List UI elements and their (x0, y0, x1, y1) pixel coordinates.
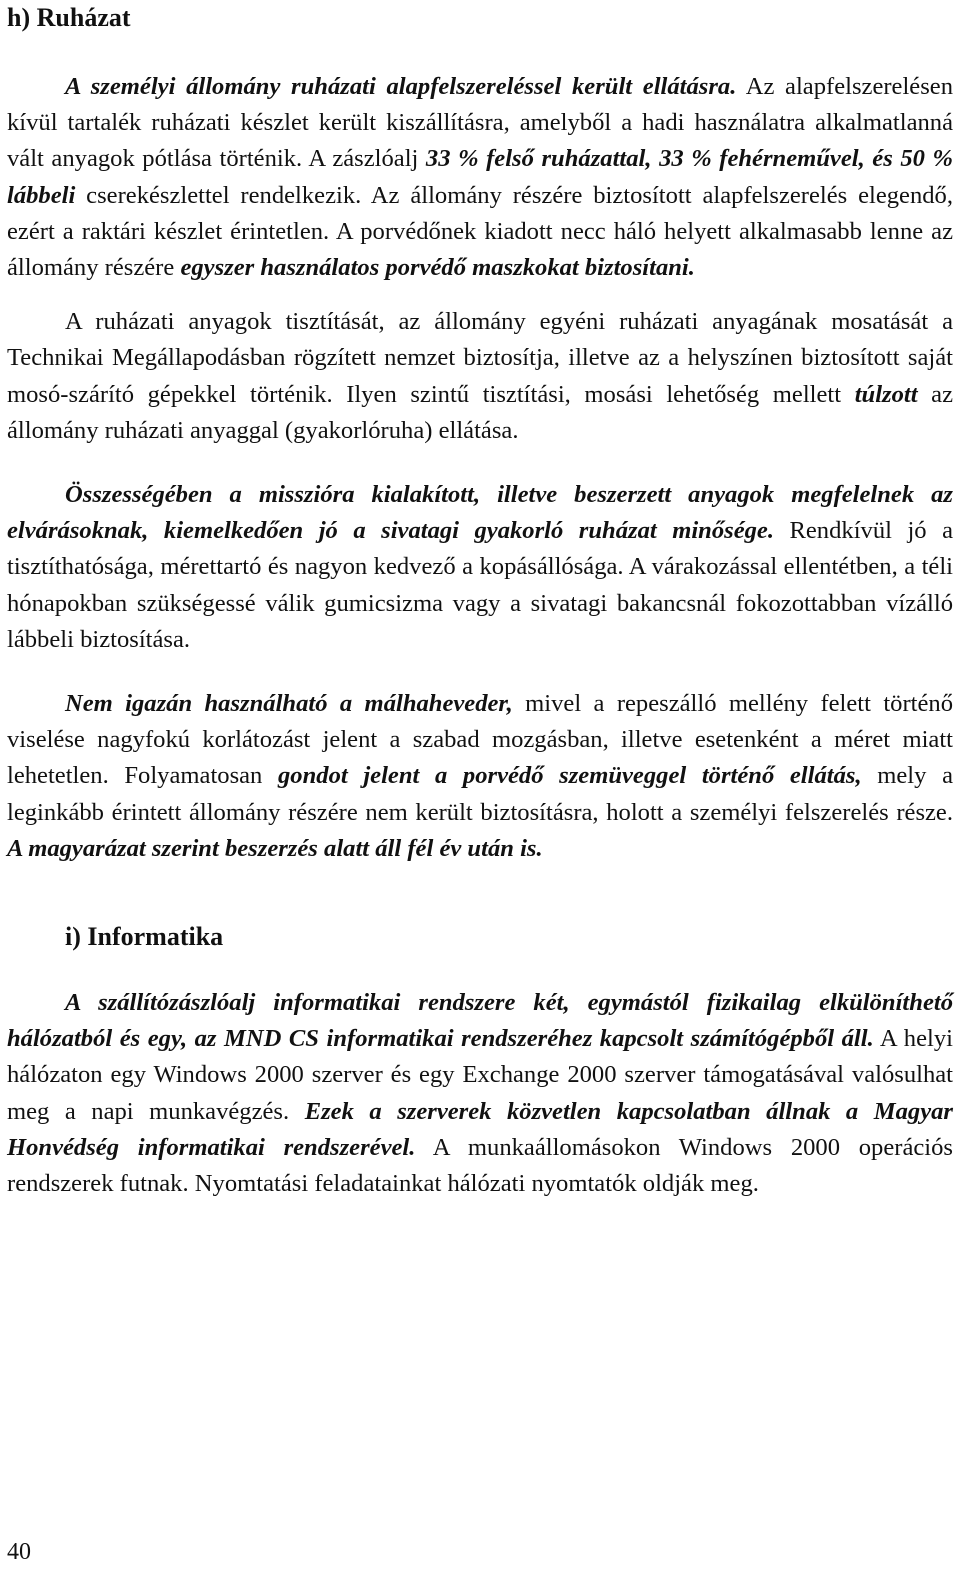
page-number: 40 (7, 1539, 31, 1565)
paragraph-informatika (7, 985, 953, 1202)
emphasis-text: túlzott (854, 380, 918, 408)
body-text: mely a leginkább érintett állomány részére nem került biztosításra, holott a személyi felszerelés része. (7, 762, 953, 826)
emphasis-text: Nem igazán használható a málhaheveder, (65, 690, 513, 718)
body-text: Rendkívül jó a tisztíthatósága, mérettartó és nagyon kedvező a kopásállósága. A várakozással ellentétben, a téli hónapokban szükségessé válik gumicsizma vagy a sivatagi bakancsnál fokozottabban vízálló lábbeli biztosítása. (7, 517, 953, 653)
body-text: az állomány ruházati anyaggal (gyakorlóruha) ellátása. (7, 380, 954, 444)
document-page (7, 0, 953, 1202)
body-text: A helyi hálózaton egy Windows 2000 szerver és egy Exchange 2000 szerver támogatásával valósulhat meg a napi munkavégzés. (7, 1025, 953, 1125)
section-heading-informatika: i) Informatika (65, 922, 224, 952)
emphasis-text: 33 % felső ruházattal, 33 % fehérneművel, és 50 % lábbeli (7, 145, 953, 209)
section-heading-ruhazat: h) Ruházat (7, 3, 131, 32)
body-text: cserekészlettel rendelkezik. Az állomány részére biztosított alapfelszerelés elegendő, ezért a raktári készlet érintetlen. A porvédőnek kiadott necc háló helyett alkalmasabb lenne az állomány részére (7, 181, 953, 282)
emphasis-text: A magyarázat szerint beszerzés alatt áll fél év után is. (7, 834, 543, 862)
paragraph-alapfelszereles (7, 69, 953, 286)
body-text: A munkaállomásokon Windows 2000 operációs rendszerek futnak. Nyomtatási feladatainkat hálózati nyomtatók oldják meg. (7, 1133, 953, 1198)
emphasis-text: egyszer használatos porvédő maszkokat biztosítani. (180, 254, 695, 282)
paragraph-osszessegeben (7, 477, 953, 658)
body-text: mivel a repeszálló mellény felett történő viselése nagyfokú korlátozást jelent a szabad mozgásban, illetve esetenként a méret miatt lehetetlen. Folyamatosan (7, 690, 953, 790)
body-text: Az alapfelszerelésen kívül tartalék ruházati készlet került kiszállításra, amelyből a hadi használatra alkalmatlanná vált anyagok pótlása történik. A zászlóalj (7, 73, 953, 173)
emphasis-text: Összességében a misszióra kialakított, illetve beszerzett anyagok megfelelnek az elvárásoknak, kiemelkedően jó a sivatagi gyakorló ruházat minősége. (7, 481, 953, 545)
emphasis-text: gondot jelent a porvédő szemüveggel történő ellátás, (278, 762, 862, 790)
paragraph-malhaheveder (7, 686, 953, 867)
body-text: A ruházati anyagok tisztítását, az állomány egyéni ruházati anyagának mosatását a Technikai Megállapodásban rögzített nemzet biztosítja, illetve az a helyszínen biztosított saját mosó-szárító gépekkel történik. Ilyen szintű tisztítási, mosási lehetőség mellett (7, 308, 953, 408)
emphasis-text: A szállítózászlóalj informatikai rendszere két, egymástól fizikailag elkülöníthető hálózatból és egy, az MND CS informatikai rendszeréhez kapcsolt számítógépből áll. (7, 989, 953, 1053)
emphasis-text: A személyi állomány ruházati alapfelszereléssel került ellátásra. (65, 73, 737, 100)
emphasis-text: Ezek a szerverek közvetlen kapcsolatban állnak a Magyar Honvédség informatikai rendszerével. (7, 1097, 953, 1161)
paragraph-tisztitas (7, 304, 953, 449)
